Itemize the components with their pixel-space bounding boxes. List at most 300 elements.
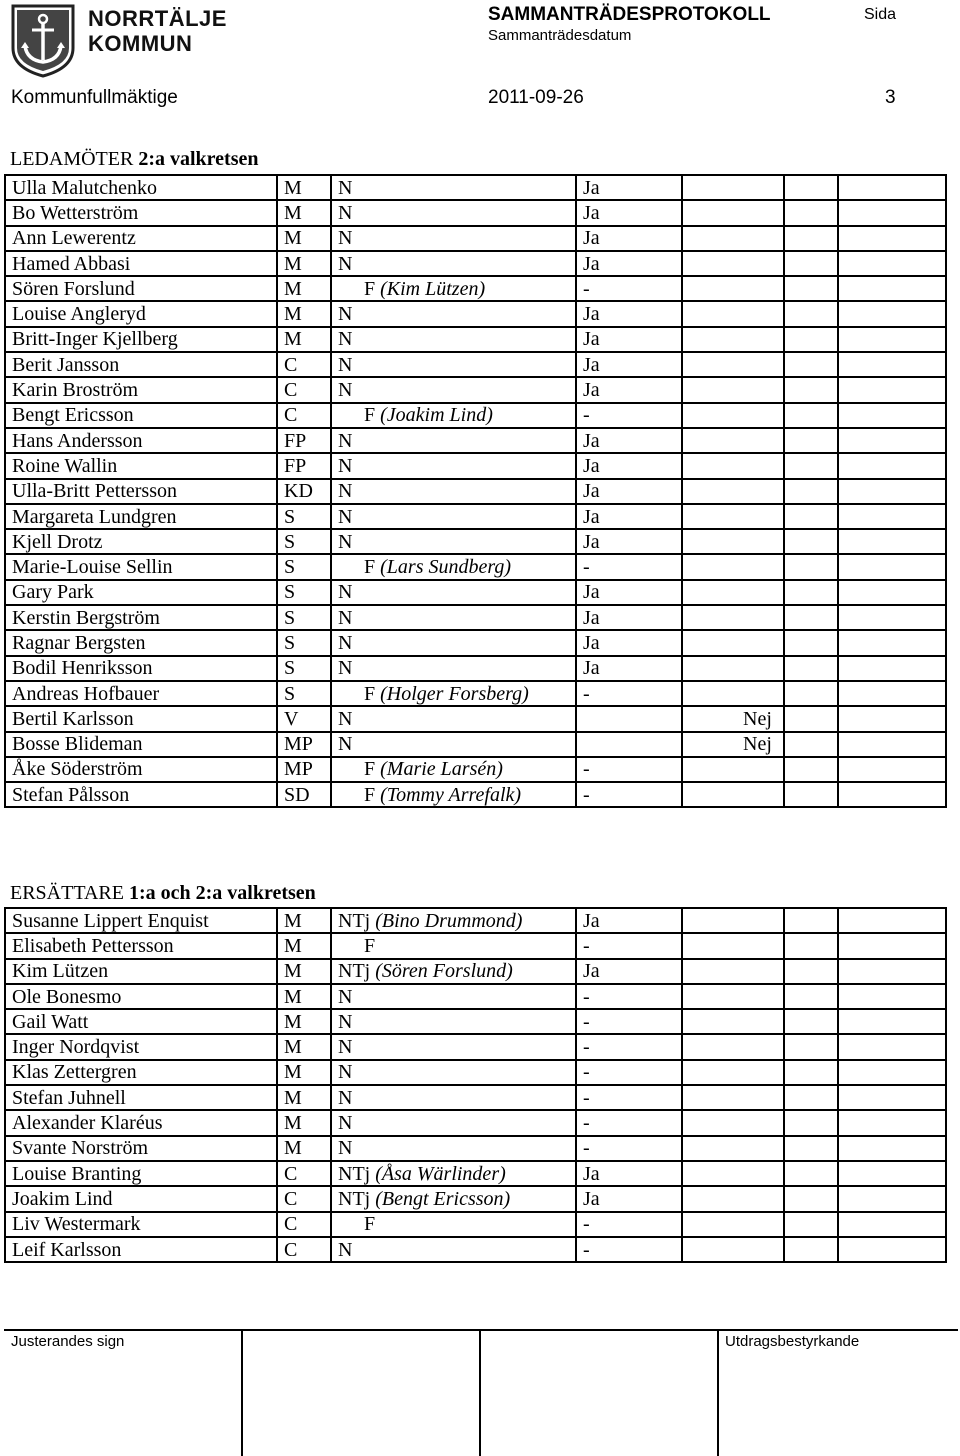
presence-cell xyxy=(331,908,576,933)
presence-status: F xyxy=(364,758,376,781)
vote-no xyxy=(682,984,784,1009)
party-code: C xyxy=(277,403,331,428)
vote-yes: - xyxy=(576,403,682,428)
presence-cell xyxy=(331,1212,576,1237)
vote-absent xyxy=(838,327,946,352)
section-title-substitutes xyxy=(10,882,316,905)
vote-yes: Ja xyxy=(576,479,682,504)
presence-cell xyxy=(331,200,576,225)
vote-absent xyxy=(838,630,946,655)
vote-no xyxy=(682,479,784,504)
vote-no xyxy=(682,352,784,377)
table-row xyxy=(5,984,946,1009)
substitute-name: (Joakim Lind) xyxy=(380,404,493,427)
table-row xyxy=(5,1085,946,1110)
vote-absent xyxy=(838,200,946,225)
vote-absent xyxy=(838,377,946,402)
vote-yes: Ja xyxy=(576,605,682,630)
presence-cell xyxy=(331,453,576,478)
party-code: S xyxy=(277,681,331,706)
footer-column-divider xyxy=(717,1329,719,1456)
presence-cell xyxy=(331,352,576,377)
presence-cell xyxy=(331,580,576,605)
table-row xyxy=(5,681,946,706)
member-name: Inger Nordqvist xyxy=(5,1034,277,1059)
presence-status: N xyxy=(338,379,353,402)
org-name-line1: NORRTÄLJE xyxy=(88,6,227,31)
party-code: M xyxy=(277,276,331,301)
vote-yes: Ja xyxy=(576,301,682,326)
presence-cell xyxy=(331,1136,576,1161)
presence-cell xyxy=(331,1237,576,1262)
member-name: Bengt Ericsson xyxy=(5,403,277,428)
presence-cell xyxy=(331,959,576,984)
party-code: M xyxy=(277,1085,331,1110)
presence-cell xyxy=(331,529,576,554)
vote-abstain xyxy=(784,706,838,731)
party-code: C xyxy=(277,352,331,377)
table-row xyxy=(5,428,946,453)
vote-abstain xyxy=(784,681,838,706)
table-row xyxy=(5,226,946,251)
vote-yes xyxy=(576,706,682,731)
vote-no xyxy=(682,1136,784,1161)
page-number: 3 xyxy=(885,87,896,108)
member-name: Bosse Blideman xyxy=(5,732,277,757)
vote-no xyxy=(682,1186,784,1211)
table-row xyxy=(5,1110,946,1135)
party-code: M xyxy=(277,1136,331,1161)
member-name: Britt-Inger Kjellberg xyxy=(5,327,277,352)
party-code: S xyxy=(277,529,331,554)
presence-status: F xyxy=(364,556,376,579)
member-name: Kerstin Bergström xyxy=(5,605,277,630)
vote-yes xyxy=(576,732,682,757)
vote-abstain xyxy=(784,782,838,807)
table-row xyxy=(5,377,946,402)
vote-no xyxy=(682,656,784,681)
table-row xyxy=(5,605,946,630)
vote-abstain xyxy=(784,453,838,478)
party-code: KD xyxy=(277,479,331,504)
party-code: M xyxy=(277,933,331,958)
party-code: SD xyxy=(277,782,331,807)
vote-yes: Ja xyxy=(576,175,682,200)
substitutes-vote-table xyxy=(4,907,947,1263)
vote-abstain xyxy=(784,1085,838,1110)
vote-yes: - xyxy=(576,276,682,301)
vote-abstain xyxy=(784,327,838,352)
presence-status: N xyxy=(338,505,353,528)
vote-yes: Ja xyxy=(576,656,682,681)
vote-abstain xyxy=(784,732,838,757)
substitute-name: (Sören Forslund) xyxy=(375,960,513,983)
presence-status: N xyxy=(338,353,353,376)
vote-abstain xyxy=(784,1161,838,1186)
presence-status: N xyxy=(338,227,353,250)
table-row xyxy=(5,1034,946,1059)
member-name: Louise Angleryd xyxy=(5,301,277,326)
presence-cell xyxy=(331,226,576,251)
org-name-line2: KOMMUN xyxy=(88,31,193,56)
footer-divider xyxy=(4,1329,958,1331)
vote-no xyxy=(682,403,784,428)
presence-cell xyxy=(331,984,576,1009)
table-row xyxy=(5,1060,946,1085)
page-label: Sida xyxy=(864,6,897,23)
vote-yes: - xyxy=(576,933,682,958)
table-row xyxy=(5,1161,946,1186)
member-name: Stefan Pålsson xyxy=(5,782,277,807)
substitute-name: (Kim Lützen) xyxy=(380,277,486,300)
vote-abstain xyxy=(784,656,838,681)
member-name: Bodil Henriksson xyxy=(5,656,277,681)
presence-status: F xyxy=(364,682,376,705)
substitute-name: (Bino Drummond) xyxy=(375,909,523,932)
substitute-name: (Marie Larsén) xyxy=(380,758,503,781)
presence-cell xyxy=(331,377,576,402)
presence-status: N xyxy=(338,176,353,199)
vote-yes: Ja xyxy=(576,504,682,529)
vote-no: Nej xyxy=(682,706,784,731)
vote-abstain xyxy=(784,984,838,1009)
vote-yes: Ja xyxy=(576,377,682,402)
vote-absent xyxy=(838,1085,946,1110)
table-row xyxy=(5,251,946,276)
member-name: Ann Lewerentz xyxy=(5,226,277,251)
vote-abstain xyxy=(784,377,838,402)
vote-abstain xyxy=(784,200,838,225)
member-name: Kim Lützen xyxy=(5,959,277,984)
vote-absent xyxy=(838,757,946,782)
presence-status: N xyxy=(338,1137,353,1160)
party-code: M xyxy=(277,251,331,276)
vote-absent xyxy=(838,706,946,731)
vote-abstain xyxy=(784,1237,838,1262)
presence-status: N xyxy=(338,1086,353,1109)
presence-cell xyxy=(331,757,576,782)
presence-cell xyxy=(331,732,576,757)
party-code: M xyxy=(277,226,331,251)
norrtalje-logo-icon xyxy=(10,4,76,78)
member-name: Åke Söderström xyxy=(5,757,277,782)
member-name: Klas Zettergren xyxy=(5,1060,277,1085)
footer-column-divider xyxy=(241,1329,243,1456)
vote-absent xyxy=(838,352,946,377)
vote-absent xyxy=(838,1060,946,1085)
substitute-name: (Åsa Wärlinder) xyxy=(375,1162,506,1185)
vote-abstain xyxy=(784,301,838,326)
vote-no xyxy=(682,1060,784,1085)
presence-status: NTj xyxy=(338,1187,371,1210)
table-row xyxy=(5,706,946,731)
vote-abstain xyxy=(784,529,838,554)
member-name: Gary Park xyxy=(5,580,277,605)
vote-absent xyxy=(838,908,946,933)
vote-yes: - xyxy=(576,681,682,706)
vote-abstain xyxy=(784,352,838,377)
member-name: Bo Wetterström xyxy=(5,200,277,225)
presence-cell xyxy=(331,175,576,200)
presence-cell xyxy=(331,630,576,655)
vote-yes: Ja xyxy=(576,352,682,377)
vote-no xyxy=(682,580,784,605)
party-code: C xyxy=(277,1161,331,1186)
table-row xyxy=(5,1186,946,1211)
footer-extract-label: Utdragsbestyrkande xyxy=(725,1333,860,1350)
vote-abstain xyxy=(784,933,838,958)
vote-absent xyxy=(838,656,946,681)
vote-abstain xyxy=(784,428,838,453)
presence-status: F xyxy=(364,277,376,300)
section-title-members-suffix: 2:a valkretsen xyxy=(138,148,259,170)
vote-absent xyxy=(838,1034,946,1059)
party-code: M xyxy=(277,959,331,984)
vote-yes: - xyxy=(576,1110,682,1135)
vote-no xyxy=(682,1237,784,1262)
table-row xyxy=(5,757,946,782)
section-title-substitutes-prefix: ERSÄTTARE xyxy=(10,882,129,904)
presence-status: N xyxy=(338,1238,353,1261)
vote-abstain xyxy=(784,757,838,782)
presence-status: N xyxy=(338,530,353,553)
vote-abstain xyxy=(784,1009,838,1034)
vote-abstain xyxy=(784,251,838,276)
vote-absent xyxy=(838,605,946,630)
presence-cell xyxy=(331,1110,576,1135)
presence-cell xyxy=(331,1161,576,1186)
member-name: Bertil Karlsson xyxy=(5,706,277,731)
vote-yes: Ja xyxy=(576,327,682,352)
party-code: FP xyxy=(277,453,331,478)
presence-cell xyxy=(331,1060,576,1085)
table-row xyxy=(5,630,946,655)
presence-status: N xyxy=(338,454,353,477)
footer-sign-label: Justerandes sign xyxy=(11,1333,125,1350)
presence-cell xyxy=(331,327,576,352)
presence-status: NTj xyxy=(338,909,371,932)
vote-no xyxy=(682,226,784,251)
vote-absent xyxy=(838,984,946,1009)
vote-absent xyxy=(838,453,946,478)
substitute-name: (Lars Sundberg) xyxy=(380,556,512,579)
party-code: M xyxy=(277,200,331,225)
footer-column-divider xyxy=(479,1329,481,1456)
vote-no xyxy=(682,1085,784,1110)
presence-cell xyxy=(331,428,576,453)
vote-absent xyxy=(838,1009,946,1034)
vote-absent xyxy=(838,403,946,428)
vote-abstain xyxy=(784,1212,838,1237)
party-code: M xyxy=(277,1110,331,1135)
member-name: Ulla-Britt Pettersson xyxy=(5,479,277,504)
table-row xyxy=(5,403,946,428)
vote-yes: Ja xyxy=(576,580,682,605)
member-name: Susanne Lippert Enquist xyxy=(5,908,277,933)
presence-cell xyxy=(331,782,576,807)
presence-status: N xyxy=(338,201,353,224)
presence-status: N xyxy=(338,1010,353,1033)
presence-cell xyxy=(331,301,576,326)
table-row xyxy=(5,782,946,807)
table-row xyxy=(5,1212,946,1237)
presence-status: N xyxy=(338,581,353,604)
table-row xyxy=(5,200,946,225)
vote-yes: Ja xyxy=(576,453,682,478)
party-code: S xyxy=(277,656,331,681)
vote-absent xyxy=(838,580,946,605)
party-code: S xyxy=(277,605,331,630)
vote-no xyxy=(682,175,784,200)
table-row xyxy=(5,1237,946,1262)
vote-abstain xyxy=(784,479,838,504)
vote-yes: - xyxy=(576,1060,682,1085)
member-name: Liv Westermark xyxy=(5,1212,277,1237)
party-code: M xyxy=(277,175,331,200)
vote-absent xyxy=(838,732,946,757)
vote-yes: Ja xyxy=(576,200,682,225)
table-row xyxy=(5,580,946,605)
table-row xyxy=(5,1009,946,1034)
presence-cell xyxy=(331,1009,576,1034)
vote-absent xyxy=(838,1212,946,1237)
presence-status: NTj xyxy=(338,1162,371,1185)
document-type: SAMMANTRÄDESPROTOKOLL xyxy=(488,4,771,25)
vote-abstain xyxy=(784,908,838,933)
table-row xyxy=(5,1136,946,1161)
party-code: S xyxy=(277,580,331,605)
party-code: V xyxy=(277,706,331,731)
vote-no xyxy=(682,377,784,402)
vote-yes: Ja xyxy=(576,630,682,655)
vote-abstain xyxy=(784,1110,838,1135)
presence-status: N xyxy=(338,1036,353,1059)
vote-abstain xyxy=(784,403,838,428)
table-row xyxy=(5,933,946,958)
member-name: Hamed Abbasi xyxy=(5,251,277,276)
section-title-substitutes-suffix: 1:a och 2:a valkretsen xyxy=(128,882,316,904)
presence-cell xyxy=(331,605,576,630)
vote-absent xyxy=(838,276,946,301)
presence-status: N xyxy=(338,252,353,275)
party-code: M xyxy=(277,1009,331,1034)
vote-no xyxy=(682,630,784,655)
presence-status: F xyxy=(364,783,376,806)
party-code: M xyxy=(277,908,331,933)
member-name: Ragnar Bergsten xyxy=(5,630,277,655)
vote-no xyxy=(682,504,784,529)
section-title-members-prefix: LEDAMÖTER xyxy=(10,148,139,170)
presence-status: N xyxy=(338,657,353,680)
vote-absent xyxy=(838,479,946,504)
vote-absent xyxy=(838,1136,946,1161)
vote-abstain xyxy=(784,1186,838,1211)
vote-no: Nej xyxy=(682,732,784,757)
vote-no xyxy=(682,782,784,807)
substitute-name: (Bengt Ericsson) xyxy=(375,1187,511,1210)
party-code: M xyxy=(277,327,331,352)
vote-absent xyxy=(838,1186,946,1211)
table-row xyxy=(5,453,946,478)
vote-yes: - xyxy=(576,1034,682,1059)
vote-yes: - xyxy=(576,1009,682,1034)
member-name: Sören Forslund xyxy=(5,276,277,301)
presence-cell xyxy=(331,706,576,731)
vote-yes: Ja xyxy=(576,1186,682,1211)
vote-absent xyxy=(838,529,946,554)
vote-absent xyxy=(838,428,946,453)
vote-yes: Ja xyxy=(576,529,682,554)
vote-no xyxy=(682,681,784,706)
member-name: Hans Andersson xyxy=(5,428,277,453)
presence-status: N xyxy=(338,303,353,326)
member-name: Gail Watt xyxy=(5,1009,277,1034)
member-name: Andreas Hofbauer xyxy=(5,681,277,706)
vote-absent xyxy=(838,504,946,529)
vote-abstain xyxy=(784,580,838,605)
vote-absent xyxy=(838,782,946,807)
party-code: M xyxy=(277,1034,331,1059)
member-name: Stefan Juhnell xyxy=(5,1085,277,1110)
presence-cell xyxy=(331,251,576,276)
member-name: Margareta Lundgren xyxy=(5,504,277,529)
section-title-members xyxy=(10,148,259,171)
presence-cell xyxy=(331,479,576,504)
presence-status: F xyxy=(364,934,376,957)
vote-abstain xyxy=(784,1060,838,1085)
vote-no xyxy=(682,1009,784,1034)
table-row xyxy=(5,276,946,301)
member-name: Karin Broström xyxy=(5,377,277,402)
meeting-date: 2011-09-26 xyxy=(488,87,584,108)
vote-yes: - xyxy=(576,1212,682,1237)
governing-body: Kommunfullmäktige xyxy=(11,87,178,108)
vote-no xyxy=(682,301,784,326)
vote-absent xyxy=(838,1237,946,1262)
vote-no xyxy=(682,605,784,630)
presence-status: N xyxy=(338,733,353,756)
member-name: Svante Norström xyxy=(5,1136,277,1161)
member-name: Roine Wallin xyxy=(5,453,277,478)
vote-yes: Ja xyxy=(576,1161,682,1186)
table-row xyxy=(5,529,946,554)
presence-status: N xyxy=(338,606,353,629)
vote-yes: - xyxy=(576,782,682,807)
table-row xyxy=(5,175,946,200)
party-code: M xyxy=(277,301,331,326)
presence-cell xyxy=(331,1034,576,1059)
party-code: MP xyxy=(277,757,331,782)
vote-absent xyxy=(838,959,946,984)
presence-status: N xyxy=(338,631,353,654)
vote-yes: Ja xyxy=(576,908,682,933)
presence-cell xyxy=(331,1186,576,1211)
vote-no xyxy=(682,959,784,984)
vote-no xyxy=(682,1212,784,1237)
vote-no xyxy=(682,453,784,478)
vote-abstain xyxy=(784,605,838,630)
meeting-date-label: Sammanträdesdatum xyxy=(488,27,632,44)
vote-abstain xyxy=(784,1136,838,1161)
member-name: Marie-Louise Sellin xyxy=(5,554,277,579)
presence-status: NTj xyxy=(338,960,371,983)
substitute-name: (Holger Forsberg) xyxy=(380,682,529,705)
member-name: Kjell Drotz xyxy=(5,529,277,554)
presence-cell xyxy=(331,1085,576,1110)
vote-absent xyxy=(838,554,946,579)
party-code: S xyxy=(277,630,331,655)
vote-abstain xyxy=(784,630,838,655)
